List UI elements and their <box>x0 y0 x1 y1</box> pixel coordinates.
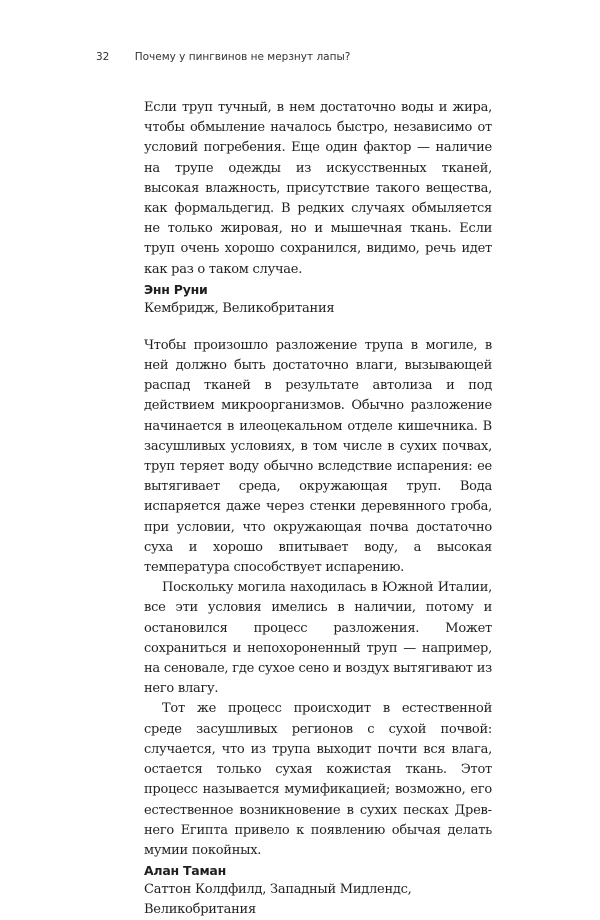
answer-2 <box>144 336 492 920</box>
page-number: 32 <box>96 51 110 63</box>
running-head <box>96 51 350 63</box>
answer-1 <box>144 98 492 319</box>
section-gap <box>144 319 492 336</box>
answer-2-paragraph-3: Тот же процесс происходит в естественной среде засушливых регионов с сухой почвой: случается, что из трупа выходит почти вся влага, остается только сухая кожистая ткань. Этот процесс называется мумификацией; возможно, его естественное возникновение в сухих песках Древнего Египта привело к появлению обычая делать мумии покойных. <box>144 701 492 858</box>
answer-2-location: Саттон Колдфилд, Западный Мидлендс, Великобритания <box>144 882 412 918</box>
answer-1-author: Энн Руни <box>144 281 208 297</box>
answer-2-paragraph-1: Чтобы произошло разложение трупа в могиле, в ней должно быть достаточно влаги, вызывающей распад тканей в результате автолиза и под действием микроорганизмов. Обычно разложение начинается в илеоцекальном отделе кишечника. В засушливых условиях, в том числе в сухих почвах, труп теряет воду обычно вследствие испарения: ее вытягивает среда, окружающая труп. Вода испаряется даже через стенки деревянного гроба, при условии, что окружающая почва достаточно суха и хорошо впитывает воду, а высокая температура способствует испарению. <box>144 337 492 576</box>
answer-2-paragraph-2: Поскольку могила находилась в Южной Италии, все эти условия имелись в наличии, потому и остановился процесс разложения. Может сохраниться и непохороненный труп — например, на сеновале, где сухое сено и воздух вытягивают из него влагу. <box>144 580 492 697</box>
answer-2-author: Алан Таман <box>144 863 227 879</box>
page-body <box>144 98 492 920</box>
answer-1-location: Кембридж, Великобритания <box>144 300 335 316</box>
answer-1-paragraph-1: Если труп тучный, в нем достаточно воды и жира, чтобы обмыление началось быстро, независимо от условий погребения. Еще один фактор — наличие на трупе одежды из искусственных тканей, высокая влажность, присутствие такого вещества, как формальдегид. В редких случаях обмыляется не только жировая, но и мышечная ткань. Если труп очень хорошо сохранился, видимо, речь идет как раз о таком случае. <box>144 100 492 277</box>
book-title: Почему у пингвинов не мерзнут лапы? <box>134 51 351 63</box>
